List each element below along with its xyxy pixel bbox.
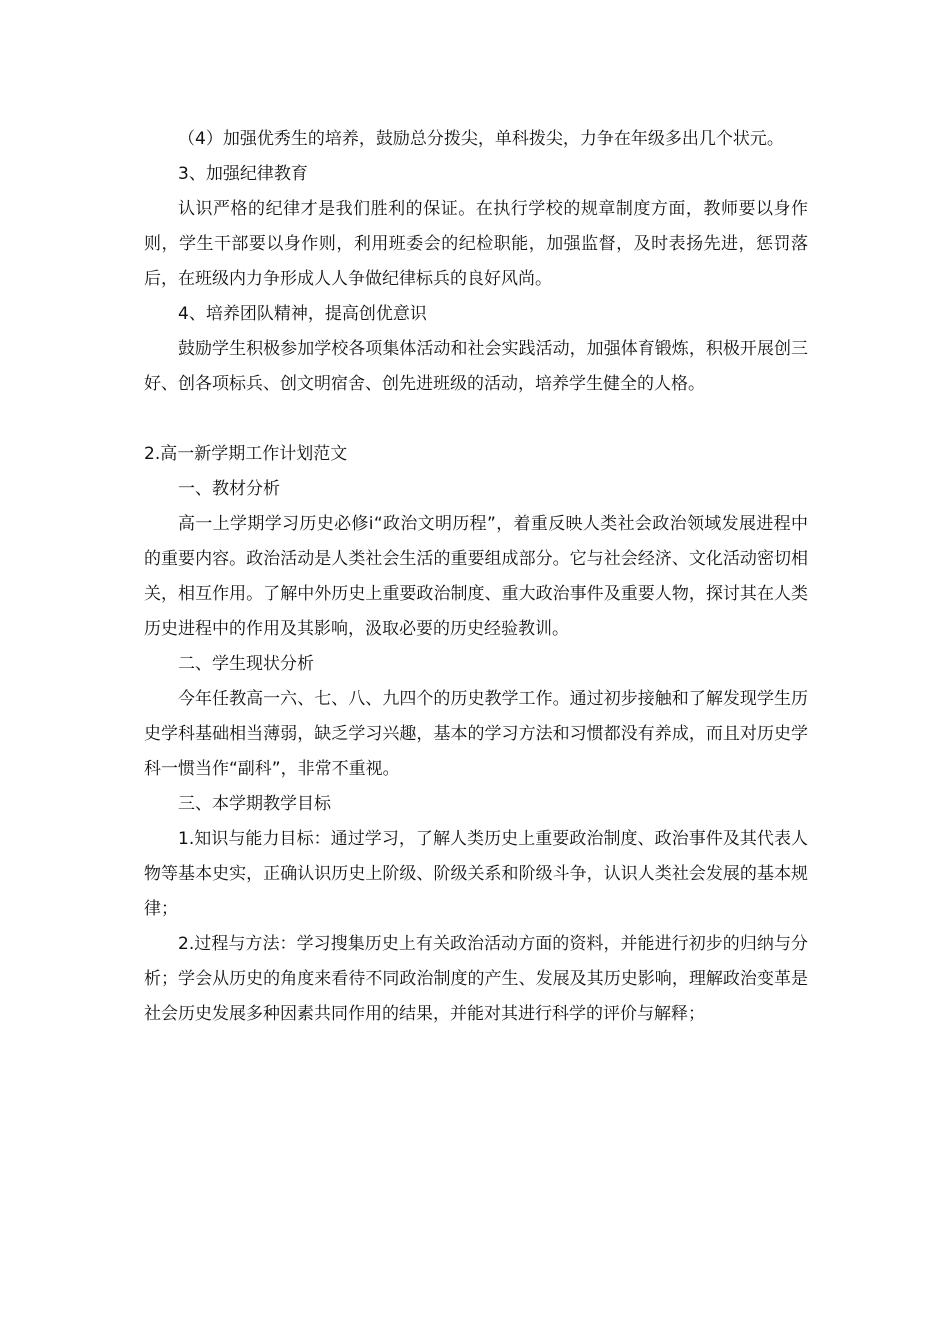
document-body — [144, 122, 808, 1032]
heading-textbook-analysis: 一、教材分析 — [178, 479, 280, 499]
student-status-paragraph: 今年任教高一六、七、八、九四个的历史教学工作。通过初步接触和了解发现学生历史学科基础相当薄弱，缺乏学习兴趣，基本的学习方法和习惯都没有养成，而且对历史学科一惯当作“副科”，非常不重视。 — [144, 689, 808, 779]
heading-team-spirit: 4、培养团队精神，提高创优意识 — [178, 304, 427, 324]
heading-teaching-goals: 三、本学期教学目标 — [178, 794, 331, 814]
discipline-paragraph: 认识严格的纪律才是我们胜利的保证。在执行学校的规章制度方面，教师要以身作则，学生干部要以身作则，利用班委会的纪检职能，加强监督，及时表扬先进，惩罚落后，在班级内力争形成人人争做纪律标兵的良好风尚。 — [144, 199, 808, 289]
heading-student-status: 二、学生现状分析 — [178, 654, 314, 674]
item-4-paragraph: （4）加强优秀生的培养，鼓励总分拨尖，单科拨尖，力争在年级多出几个状元。 — [178, 129, 784, 149]
section-gap — [144, 402, 808, 437]
section-2-title: 2.高一新学期工作计划范文 — [144, 444, 348, 464]
textbook-analysis-paragraph: 高一上学期学习历史必修ⅰ“政治文明历程”，着重反映人类社会政治领域发展进程中的重要内容。政治活动是人类社会生活的重要组成部分。它与社会经济、文化活动密切相关，相互作用。了解中外历史上重要政治制度、重大政治事件及重要人物，探讨其在人类历史进程中的作用及其影响，汲取必要的历史经验教训。 — [144, 514, 808, 639]
team-spirit-paragraph: 鼓励学生积极参加学校各项集体活动和社会实践活动，加强体育锻炼，积极开展创三好、创各项标兵、创文明宿舍、创先进班级的活动，培养学生健全的人格。 — [144, 339, 808, 394]
goal-process-method: 2.过程与方法：学习搜集历史上有关政治活动方面的资料，并能进行初步的归纳与分析；学会从历史的角度来看待不同政治制度的产生、发展及其历史影响，理解政治变革是社会历史发展多种因素共同作用的结果，并能对其进行科学的评价与解释； — [144, 934, 808, 1024]
goal-knowledge-ability: 1.知识与能力目标：通过学习，了解人类历史上重要政治制度、政治事件及其代表人物等基本史实，正确认识历史上阶级、阶级关系和阶级斗争，认识人类社会发展的基本规律； — [144, 829, 808, 919]
heading-discipline: 3、加强纪律教育 — [178, 164, 308, 184]
